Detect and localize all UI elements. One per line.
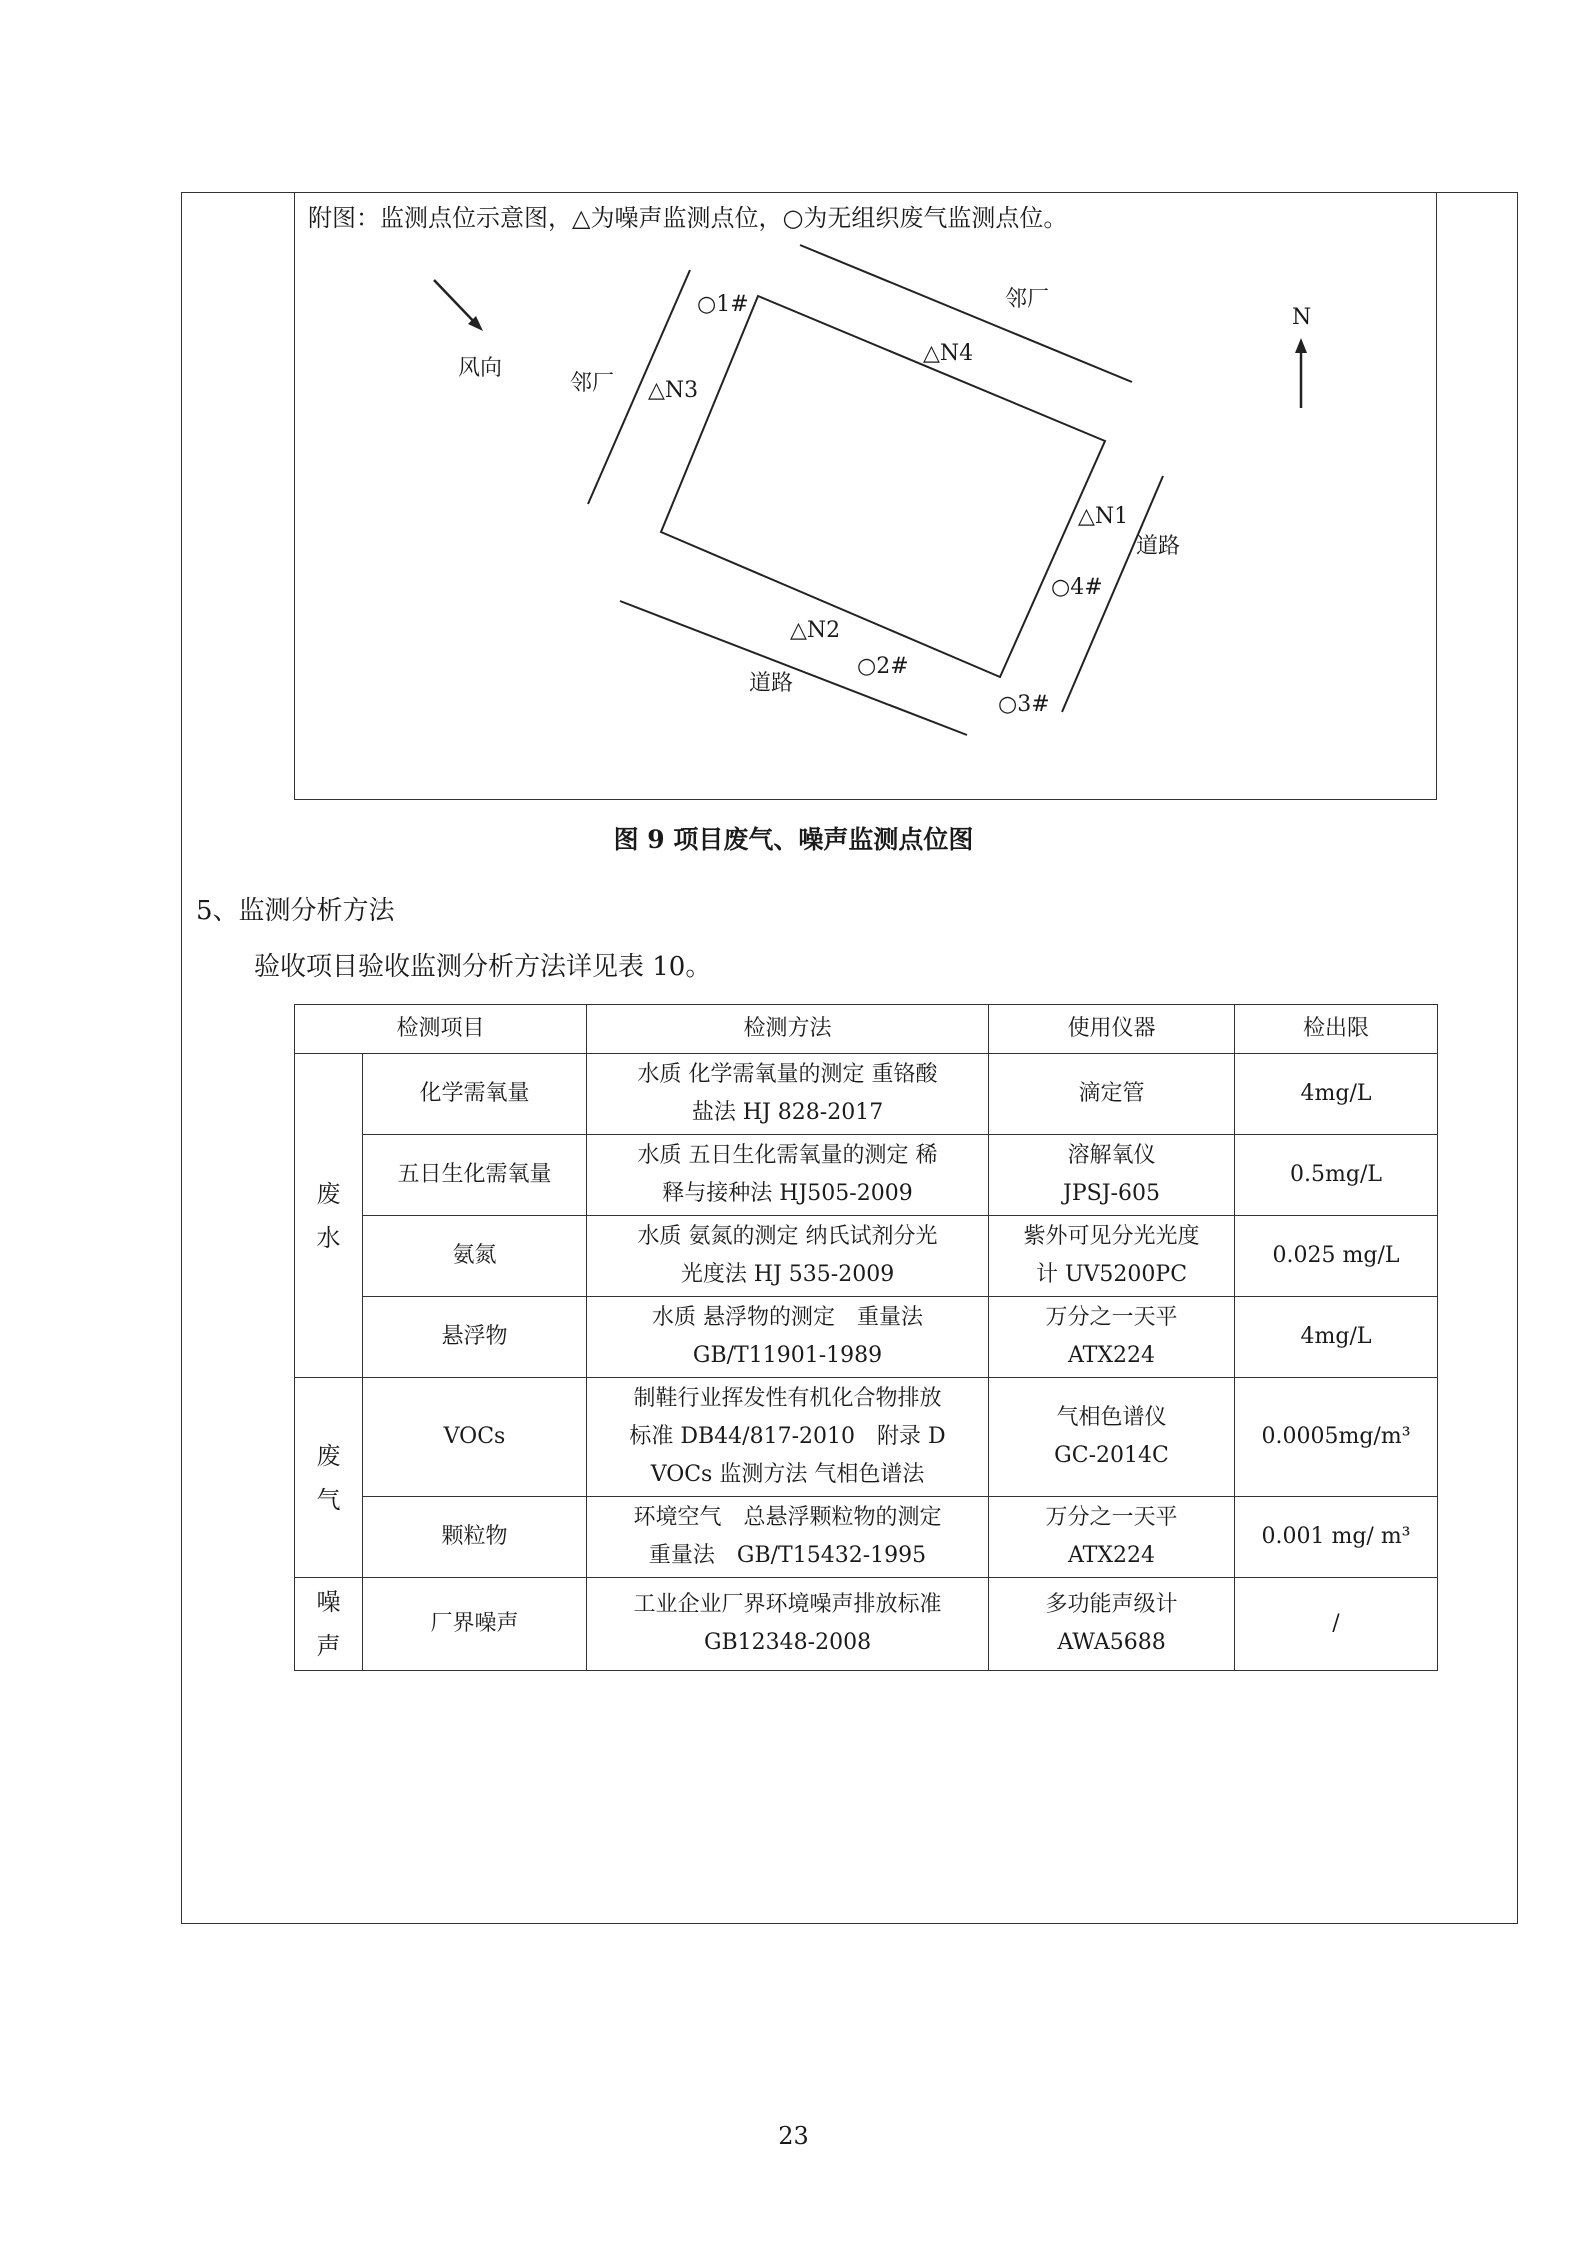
limit-cell: / bbox=[1235, 1578, 1438, 1671]
noise-point-n1: △N1 bbox=[1078, 504, 1129, 529]
noise-point-n3: △N3 bbox=[648, 378, 699, 403]
item-cell: 化学需氧量 bbox=[363, 1054, 587, 1135]
limit-cell: 4mg/L bbox=[1235, 1297, 1438, 1378]
method-cell: 水质 悬浮物的测定 重量法 GB/T11901-1989 bbox=[587, 1297, 989, 1378]
instrument-cell: 万分之一天平 ATX224 bbox=[989, 1297, 1235, 1378]
item-cell: 颗粒物 bbox=[363, 1497, 587, 1578]
wind-label: 风向 bbox=[458, 356, 503, 381]
neighbor-label-top: 邻厂 bbox=[1005, 287, 1050, 312]
section-body: 验收项目验收监测分析方法详见表 10。 bbox=[254, 952, 712, 982]
road-label-bottom: 道路 bbox=[749, 671, 794, 696]
category-cell bbox=[295, 1578, 363, 1671]
methods-table bbox=[294, 1004, 1438, 1671]
noise-point-n4: △N4 bbox=[923, 341, 974, 366]
method-cell: 水质 五日生化需氧量的测定 稀 释与接种法 HJ505-2009 bbox=[587, 1135, 989, 1216]
instrument-cell: 紫外可见分光光度 计 UV5200PC bbox=[989, 1216, 1235, 1297]
table-row bbox=[295, 1054, 1438, 1135]
table-row bbox=[295, 1578, 1438, 1671]
method-cell: 环境空气 总悬浮颗粒物的测定 重量法 GB/T15432-1995 bbox=[587, 1497, 989, 1578]
gas-point-1: ○1# bbox=[697, 292, 749, 317]
neighbor-label-left: 邻厂 bbox=[570, 371, 615, 396]
figure-note: 附图：监测点位示意图，△为噪声监测点位，○为无组织废气监测点位。 bbox=[308, 204, 1068, 232]
category-cell bbox=[295, 1054, 363, 1378]
gas-point-3: ○3# bbox=[998, 692, 1050, 717]
instrument-cell: 万分之一天平 ATX224 bbox=[989, 1497, 1235, 1578]
category-label: 废水 bbox=[316, 1179, 341, 1252]
instrument-cell: 气相色谱仪 GC-2014C bbox=[989, 1378, 1235, 1497]
item-cell: 氨氮 bbox=[363, 1216, 587, 1297]
table-row bbox=[295, 1497, 1438, 1578]
monitoring-site-diagram bbox=[0, 0, 1587, 820]
table-row bbox=[295, 1378, 1438, 1497]
gas-point-4: ○4# bbox=[1051, 575, 1103, 600]
instrument-cell: 溶解氧仪 JPSJ-605 bbox=[989, 1135, 1235, 1216]
item-cell: VOCs bbox=[363, 1378, 587, 1497]
road-label-right: 道路 bbox=[1136, 534, 1181, 559]
header-method: 检测方法 bbox=[587, 1005, 989, 1054]
limit-cell: 0.025 mg/L bbox=[1235, 1216, 1438, 1297]
header-instrument: 使用仪器 bbox=[989, 1005, 1235, 1054]
item-cell: 五日生化需氧量 bbox=[363, 1135, 587, 1216]
instrument-cell: 滴定管 bbox=[989, 1054, 1235, 1135]
factory-boundary bbox=[661, 296, 1105, 677]
category-label: 噪声 bbox=[316, 1588, 341, 1660]
header-limit: 检出限 bbox=[1235, 1005, 1438, 1054]
table-header-row bbox=[295, 1005, 1438, 1054]
method-cell: 水质 化学需氧量的测定 重铬酸 盐法 HJ 828-2017 bbox=[587, 1054, 989, 1135]
method-cell: 工业企业厂界环境噪声排放标准 GB12348-2008 bbox=[587, 1578, 989, 1671]
north-arrow-icon bbox=[1295, 338, 1307, 408]
page-number: 23 bbox=[778, 2122, 809, 2150]
instrument-cell: 多功能声级计 AWA5688 bbox=[989, 1578, 1235, 1671]
wind-arrow-icon bbox=[434, 280, 483, 331]
method-cell: 水质 氨氮的测定 纳氏试剂分光 光度法 HJ 535-2009 bbox=[587, 1216, 989, 1297]
method-cell: 制鞋行业挥发性有机化合物排放 标准 DB44/817-2010 附录 D VOCs 监测方法 气相色谱法 bbox=[587, 1378, 989, 1497]
section-heading: 5、监测分析方法 bbox=[196, 896, 395, 926]
limit-cell: 4mg/L bbox=[1235, 1054, 1438, 1135]
table-row bbox=[295, 1135, 1438, 1216]
figure-title: 图 9 项目废气、噪声监测点位图 bbox=[613, 825, 974, 854]
noise-point-n2: △N2 bbox=[790, 618, 841, 643]
item-cell: 悬浮物 bbox=[363, 1297, 587, 1378]
category-label: 废气 bbox=[316, 1441, 341, 1514]
header-item: 检测项目 bbox=[295, 1005, 587, 1054]
limit-cell: 0.5mg/L bbox=[1235, 1135, 1438, 1216]
limit-cell: 0.001 mg/ m³ bbox=[1235, 1497, 1438, 1578]
north-label: N bbox=[1292, 305, 1312, 330]
gas-point-2: ○2# bbox=[857, 654, 909, 679]
item-cell: 厂界噪声 bbox=[363, 1578, 587, 1671]
category-cell bbox=[295, 1378, 363, 1578]
limit-cell: 0.0005mg/m³ bbox=[1235, 1378, 1438, 1497]
table-row bbox=[295, 1216, 1438, 1297]
table-row bbox=[295, 1297, 1438, 1378]
